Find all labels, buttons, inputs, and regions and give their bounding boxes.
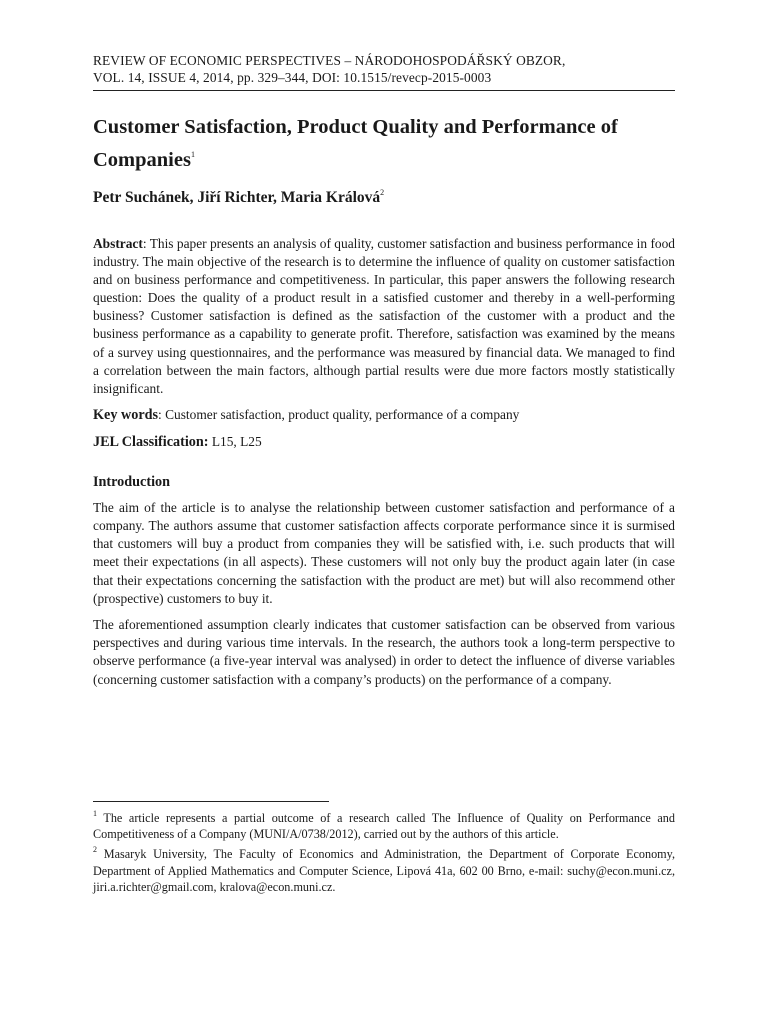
- title-footnote-mark: 1: [190, 150, 195, 159]
- journal-header-line-1: REVIEW OF ECONOMIC PERSPECTIVES – NÁRODOHOSPODÁŘSKÝ OBZOR,: [93, 53, 566, 68]
- author-list: [93, 183, 675, 208]
- footnote: [93, 806, 675, 842]
- abstract-label: Abstract: [93, 236, 143, 251]
- jel-classification: [93, 433, 675, 451]
- journal-header: [93, 52, 675, 86]
- footnote-rule: [93, 801, 329, 802]
- paper-title-text: Customer Satisfaction, Product Quality and Performance of Companies: [93, 116, 618, 171]
- footnote: [93, 842, 675, 895]
- footnote-mark: 2: [93, 845, 97, 855]
- footnote-mark: 1: [93, 809, 97, 818]
- abstract: [93, 235, 675, 398]
- footnote-text: Masaryk University, The Faculty of Economics and Administration, the Department of Corporate Economy, Department of Applied Mathematics and Computer Science, Lipová 41a, 602 00 Brno, e-mail: suchy@econ.muni.cz, jiri.a.richter@gmail.com, kralova@econ.muni.cz.: [93, 847, 675, 894]
- keywords-text: : Customer satisfaction, product quality, performance of a company: [158, 406, 520, 422]
- authors-footnote-mark: 2: [380, 188, 385, 197]
- jel-codes: L15, L25: [208, 433, 262, 449]
- jel-label: JEL Classification:: [93, 433, 209, 450]
- footnote-text: The article represents a partial outcome of a research called The Influence of Quality on Performance and Competitiveness of a Company (MUNI/A/0738/2012), carried out by the authors of this article.: [93, 811, 675, 842]
- footnotes: [93, 806, 675, 895]
- paper-page: [93, 52, 675, 689]
- journal-header-line-2: VOL. 14, ISSUE 4, 2014, pp. 329–344, DOI: 10.1515/revecp-2015-0003: [93, 70, 492, 85]
- introduction-paragraph: The aforementioned assumption clearly indicates that customer satisfaction can be observed from various perspectives and during various time intervals. In the research, the authors took a long-term perspective to observe performance (a five-year interval was analysed) in order to detect the influence of diverse variables (concerning customer satisfaction with a company’s products) on the performance of a company.: [93, 617, 675, 687]
- paper-title: [93, 114, 675, 174]
- header-rule: [93, 90, 675, 91]
- keywords-label: Key words: [93, 406, 159, 423]
- abstract-text: : This paper presents an analysis of quality, customer satisfaction and business performance in food industry. The main objective of the research is to determine the influence of quality on customer satisfaction and on business performance and competitiveness. In particular, this paper answers the following research question: Does the quality of a product result in a satisfied customer and thereby in a well-performing business? Customer satisfaction is defined as the satisfaction of the customer with a product and the business performance as a capability to generate profit. Therefore, satisfaction was examined by the means of a survey using questionnaires, and the performance was measured by financial data. We managed to find a correlation between the main factors, although partial results were due more factors mostly statistically insignificant.: [93, 236, 675, 396]
- author-names: Petr Suchánek, Jiří Richter, Maria Králová: [93, 189, 381, 206]
- keywords: [93, 406, 675, 424]
- introduction-paragraph: The aim of the article is to analyse the relationship between customer satisfaction and performance of a company. The authors assume that customer satisfaction affects corporate performance since it is surmised that customers will buy a product from companies they will be satisfied with, i.e. such products that will meet their expectations (in all aspects). These customers will not only buy the product again later (in case that their expectations concerning the satisfaction with the product are met) but will also recommend other (prospective) customers to buy it.: [93, 499, 675, 606]
- section-heading-introduction: Introduction: [93, 473, 170, 490]
